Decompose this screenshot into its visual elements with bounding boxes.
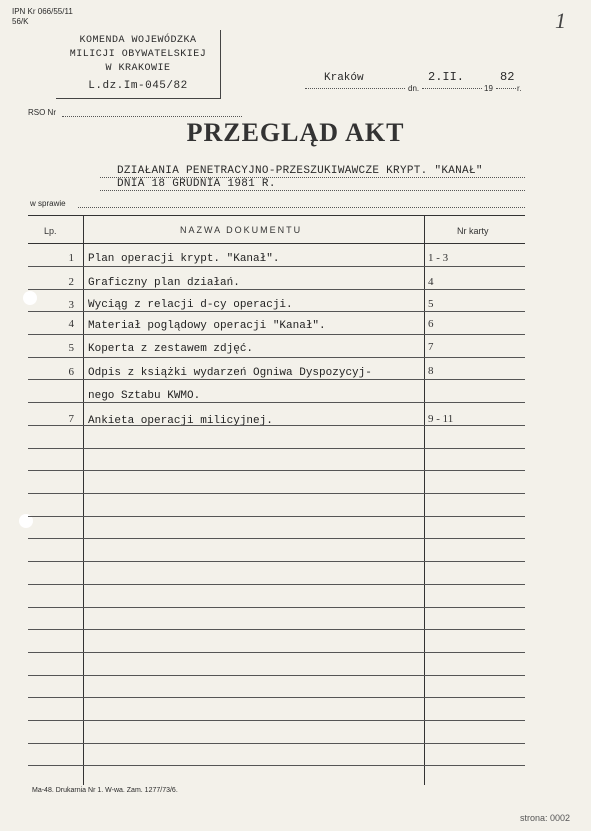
dotted-line — [100, 177, 525, 178]
table-rule-line — [28, 266, 525, 267]
row-1-lp: 1 — [68, 252, 74, 264]
stamp-line-2: MILICJI OBYWATELSKIEJ — [69, 49, 207, 60]
row-1-name: Plan operacji krypt. "Kanał". — [88, 253, 280, 265]
header-card-number: Nr karty — [457, 226, 489, 236]
row-2-name: Graficzny plan działań. — [88, 277, 240, 289]
dotted-line — [78, 207, 525, 208]
table-rule-line — [28, 357, 525, 358]
printer-note: Ma-48. Drukarnia Nr 1. W-wa. Zam. 1277/73/6. — [32, 787, 178, 794]
page-stamp: strona: 0002 — [520, 813, 571, 823]
row-7-lp: 7 — [68, 413, 74, 425]
folio-number: 1 — [555, 8, 566, 33]
dotted-line — [422, 88, 482, 89]
row-3-name: Wyciąg z relacji d-cy operacji. — [88, 299, 293, 311]
table-rule-line — [28, 538, 525, 539]
row-6-card-number: 8 — [428, 365, 434, 377]
table-top-border — [28, 215, 525, 216]
table-rule-line — [28, 334, 525, 335]
table-rule-line — [28, 561, 525, 562]
punch-hole — [23, 291, 37, 305]
row-4-name: Materiał poglądowy operacji "Kanał". — [88, 320, 326, 332]
table-rule-line — [28, 289, 525, 290]
column-divider — [83, 215, 84, 785]
row-5-card-number: 7 — [428, 341, 434, 353]
table-rule-line — [28, 379, 525, 380]
row-4-card-number: 6 — [428, 318, 434, 330]
document-title: PRZEGLĄD AKT — [186, 118, 405, 147]
row-6-name: Odpis z książki wydarzeń Ogniwa Dyspozycyj- — [88, 367, 372, 379]
dotted-line — [100, 190, 525, 191]
row-3-lp: 3 — [68, 299, 74, 311]
subject-line-2: DNIA 18 GRUDNIA 1981 R. — [117, 178, 276, 190]
table-rule-line — [28, 607, 525, 608]
row-5-lp: 5 — [68, 342, 74, 354]
row-5-name: Koperta z zestawem zdjęć. — [88, 343, 254, 355]
table-rule-line — [28, 493, 525, 494]
row-2-card-number: 4 — [428, 276, 434, 288]
rso-label: RSO Nr — [28, 108, 56, 117]
dotted-line — [496, 88, 516, 89]
table-rule-line — [28, 584, 525, 585]
year-suffix-label: r. — [517, 84, 522, 93]
table-rule-line — [28, 765, 525, 766]
table-rule-line — [28, 470, 525, 471]
row-2-lp: 2 — [68, 276, 74, 288]
date-year: 82 — [500, 70, 515, 84]
table-rule-line — [28, 629, 525, 630]
header-lp: Lp. — [44, 226, 57, 236]
row-7-name: Ankieta operacji milicyjnej. — [88, 415, 273, 427]
date-day-month: 2.II. — [428, 70, 465, 84]
row-6-lp: 6 — [68, 366, 74, 378]
row-6-name-continued: nego Sztabu KWMO. — [88, 390, 201, 402]
table-rule-line — [28, 448, 525, 449]
table-rule-line — [28, 311, 525, 312]
header-document-name: NAZWA DOKUMENTU — [180, 225, 303, 235]
dn-label: dn. — [408, 84, 420, 93]
stamp-line-3: W KRAKOWIE — [105, 63, 171, 74]
dotted-line — [305, 88, 405, 89]
table-rule-line — [28, 652, 525, 653]
date-city: Kraków — [324, 72, 364, 84]
table-rule-line — [28, 697, 525, 698]
archive-subsignature: 56/K — [12, 17, 29, 26]
row-1-card-number: 1 - 3 — [428, 252, 449, 264]
office-stamp — [56, 30, 221, 99]
sprawie-label: w sprawie — [30, 199, 66, 208]
row-3-card-number: 5 — [428, 298, 434, 310]
row-7-card-number: 9 - 11 — [428, 413, 454, 425]
column-divider — [424, 215, 425, 785]
header-bottom-border — [28, 243, 525, 244]
subject-line-1: DZIAŁANIA PENETRACYJNO-PRZESZUKIWAWCZE KRYPT. "KANAŁ" — [117, 165, 483, 177]
table-rule-line — [28, 675, 525, 676]
table-rule-line — [28, 425, 525, 426]
table-rule-line — [28, 743, 525, 744]
table-rule-line — [28, 516, 525, 517]
table-rule-line — [28, 720, 525, 721]
archive-signature: IPN Kr 066/55/11 — [12, 7, 73, 16]
stamp-reference: L.dz.Im-045/82 — [88, 80, 188, 92]
year-prefix-label: 19 — [484, 84, 493, 93]
row-4-lp: 4 — [68, 318, 74, 330]
table-rule-line — [28, 402, 525, 403]
stamp-line-1: KOMENDA WOJEWÓDZKA — [79, 35, 197, 46]
dotted-line — [62, 116, 242, 117]
